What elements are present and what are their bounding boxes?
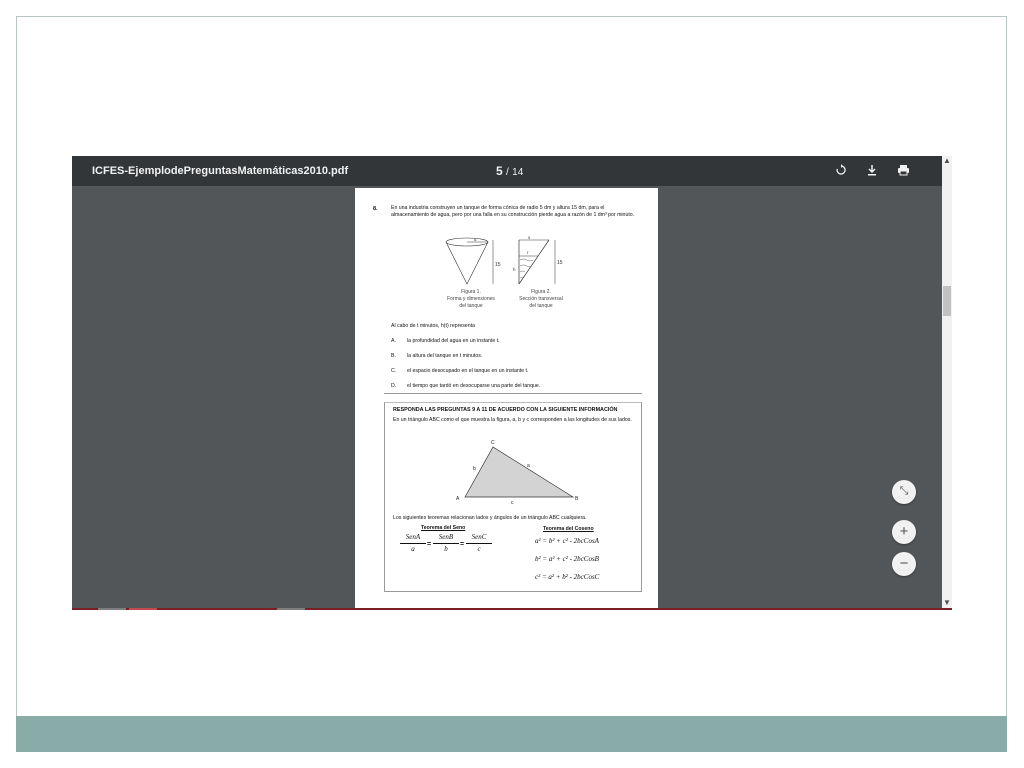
rotate-icon[interactable] bbox=[834, 164, 848, 178]
cross-section-figure bbox=[513, 236, 569, 288]
document-title: ICFES-EjemplodePreguntasMatemáticas2010.pdf bbox=[92, 165, 349, 177]
figure2-caption-line1: Sección transversal bbox=[519, 295, 563, 302]
option-a bbox=[391, 338, 641, 345]
sine-num-b: SenB bbox=[438, 533, 454, 541]
sine-den-a: a bbox=[411, 545, 415, 554]
option-d-text: el tiempo que tardó en desocuparse una parte del tanque. bbox=[407, 383, 541, 389]
slide-footer-band bbox=[16, 716, 1007, 752]
info-intro: En un triángulo ABC como el que muestra la figura, a, b y c corresponden a las longitudes de sus lados. bbox=[393, 417, 632, 423]
question-divider bbox=[384, 393, 642, 394]
figure1-caption-line2: del tanque bbox=[459, 302, 483, 309]
option-c-letter: C. bbox=[391, 368, 397, 374]
option-b-letter: B. bbox=[391, 353, 396, 359]
vertex-a-label: A bbox=[456, 496, 460, 502]
scroll-up-icon[interactable]: ▲ bbox=[943, 156, 951, 165]
cross-section-top-label: 5 bbox=[528, 236, 531, 240]
viewer-bottom-border bbox=[72, 608, 952, 610]
vertex-b-label: B bbox=[575, 496, 579, 502]
r-label: r bbox=[527, 250, 529, 255]
zoom-out-button[interactable] bbox=[892, 552, 916, 576]
sine-fraction-c bbox=[466, 533, 492, 555]
sine-num-a: SenA bbox=[405, 533, 421, 541]
sine-fraction-b bbox=[433, 533, 459, 555]
sine-den-c: c bbox=[477, 545, 481, 554]
figure1-caption bbox=[436, 289, 506, 309]
vertex-c-label: C bbox=[491, 440, 495, 446]
figure1-title: Figura 1. bbox=[461, 289, 481, 295]
bottom-tab-1 bbox=[98, 608, 126, 610]
pdf-toolbar bbox=[72, 156, 942, 186]
figure2-caption bbox=[506, 289, 576, 309]
height-label-fig1: 15 bbox=[495, 262, 501, 268]
radius-label: 5 bbox=[474, 237, 477, 242]
option-c bbox=[391, 368, 641, 375]
figure2-caption-line2: del tanque bbox=[529, 302, 553, 309]
figure1-caption-line1: Forma y dimensiones bbox=[447, 295, 495, 302]
pdf-viewer bbox=[72, 156, 952, 610]
plus-icon: + bbox=[899, 523, 909, 540]
cosine-law-c: c² = a² + b² - 2bcCosC bbox=[535, 573, 600, 581]
option-a-text: la profundidad del agua en un instante t. bbox=[407, 338, 500, 344]
h-label: h bbox=[513, 267, 516, 272]
cosine-law-a: a² = b² + c² - 2bcCosA bbox=[535, 537, 599, 545]
theorems-intro: Los siguientes teoremas relacionan lados y ángulos de un triángulo ABC cualquiera. bbox=[393, 515, 587, 521]
question-number: 8. bbox=[373, 206, 378, 212]
side-b-label: b bbox=[473, 466, 476, 472]
side-a-label: a bbox=[527, 463, 530, 469]
pdf-page bbox=[355, 188, 658, 610]
cosine-theorem-title: Teorema del Coseno bbox=[543, 526, 594, 532]
figure2-title: Figura 2. bbox=[531, 289, 551, 295]
zoom-in-button[interactable] bbox=[892, 520, 916, 544]
total-pages: 14 bbox=[512, 167, 524, 178]
sine-num-c: SenC bbox=[471, 533, 487, 541]
equals-2: = bbox=[460, 541, 465, 548]
minus-icon: − bbox=[899, 555, 909, 572]
equals-1: = bbox=[427, 541, 432, 548]
bottom-tab-3 bbox=[277, 608, 305, 610]
sine-fraction-a bbox=[400, 533, 426, 555]
fit-page-button[interactable] bbox=[892, 480, 916, 504]
height-label-fig2: 15 bbox=[557, 260, 563, 266]
sine-theorem-title: Teorema del Seno bbox=[421, 525, 466, 531]
option-c-text: el espacio desocupado en el tanque en un instante t. bbox=[407, 368, 529, 374]
print-icon[interactable] bbox=[896, 164, 910, 178]
triangle-figure bbox=[455, 437, 579, 505]
question-text: En una industria construyen un tanque de forma cónica de radio 5 dm y altura 15 dm, para el almacenamiento de agua, pero por una falla en su construcción pierde agua a razón de 1 dm³ por minuto. bbox=[391, 205, 635, 219]
option-a-letter: A. bbox=[391, 338, 396, 344]
bottom-tab-2 bbox=[129, 608, 157, 610]
option-b-text: la altura del tanque en t minutos. bbox=[407, 353, 483, 359]
current-page[interactable]: 5 bbox=[496, 164, 503, 178]
vertical-scrollbar[interactable] bbox=[942, 156, 952, 610]
option-b bbox=[391, 353, 641, 360]
option-d-letter: D. bbox=[391, 383, 397, 389]
scroll-down-icon[interactable]: ▼ bbox=[943, 598, 951, 607]
cone-figure bbox=[443, 236, 501, 288]
question-prompt: Al cabo de t minutos, h(t) representa bbox=[391, 323, 475, 329]
page-separator: / bbox=[506, 167, 509, 178]
page-indicator[interactable] bbox=[496, 164, 523, 178]
cosine-law-b: b² = a² + c² - 2bcCosB bbox=[535, 555, 599, 563]
fit-page-icon: ⤡ bbox=[899, 485, 909, 497]
download-icon[interactable] bbox=[865, 164, 879, 178]
sine-den-b: b bbox=[444, 545, 448, 554]
info-box bbox=[384, 402, 642, 592]
scroll-thumb[interactable] bbox=[943, 286, 951, 316]
side-c-label: c bbox=[511, 500, 514, 505]
info-heading: RESPONDA LAS PREGUNTAS 9 A 11 DE ACUERDO CON LA SIGUIENTE INFORMACIÓN bbox=[393, 407, 618, 413]
option-d bbox=[391, 383, 641, 390]
